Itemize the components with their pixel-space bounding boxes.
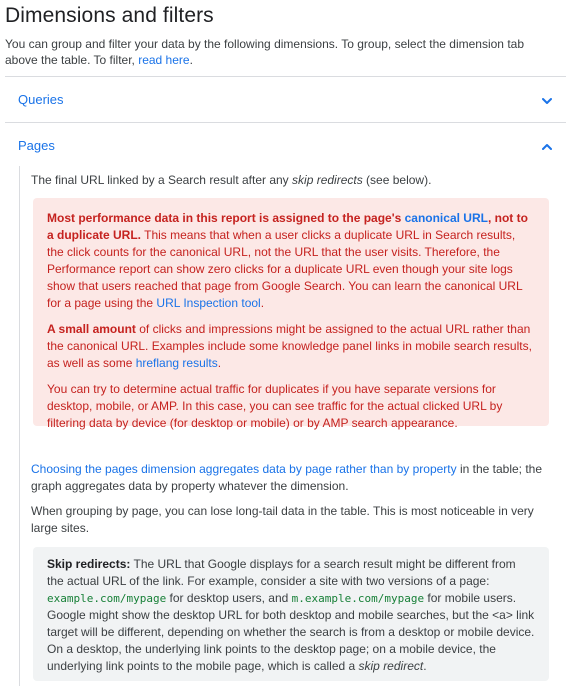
chevron-down-icon bbox=[542, 96, 552, 106]
canonical-url-link[interactable]: canonical URL bbox=[404, 211, 488, 225]
code-mobile-url: m.example.com/mypage bbox=[291, 592, 425, 605]
warning-2-bold: A small amount bbox=[47, 322, 136, 336]
long-tail-paragraph: When grouping by page, you can lose long-tail data in the table. This is most noticeable in very large sites. bbox=[31, 504, 534, 535]
pages-dimension-aggregation-link[interactable]: Choosing the pages dimension aggregates data by page rather than by property bbox=[31, 462, 457, 476]
warning-1-text: This means that when a user clicks a duplicate URL in Search results, the click counts for the canonical URL, not the URL that the user visits. Therefore, the Performance report can show zero clicks for a duplicate URL even though your site logs show that users reached that page from Google Search. You can learn the canonical URL for a page using the bbox=[47, 228, 523, 310]
accordion-queries-label: Queries bbox=[18, 92, 64, 107]
warning-paragraph-2 bbox=[47, 321, 535, 372]
chevron-up-icon bbox=[542, 142, 552, 152]
warning-paragraph-1 bbox=[47, 210, 535, 312]
aggregation-paragraph bbox=[31, 461, 551, 495]
note-end: . bbox=[423, 659, 427, 673]
page-title: Dimensions and filters bbox=[5, 4, 214, 27]
aggregation-text: in the table; the graph aggregates data by property whatever the dimension. bbox=[31, 462, 543, 493]
note-text-2: for desktop users, and bbox=[166, 591, 292, 605]
warning-1-bold-a: Most performance data in this report is assigned to the page's bbox=[47, 211, 405, 225]
pages-description bbox=[31, 172, 551, 189]
pages-description-text: The final URL linked by a Search result after any bbox=[31, 173, 293, 187]
read-here-link[interactable]: read here bbox=[138, 53, 190, 67]
warning-2-text: of clicks and impressions might be assigned to the actual URL rather than the canonical URL. Examples include some knowledge panel links in mobile search results, as well as some bbox=[47, 322, 532, 370]
accordion-pages-header[interactable] bbox=[5, 124, 566, 168]
warning-1-bold-b: , not to a duplicate URL. bbox=[47, 211, 528, 242]
url-inspection-tool-link[interactable]: URL Inspection tool bbox=[156, 296, 261, 310]
intro-paragraph bbox=[5, 36, 553, 68]
skip-redirects-bold: Skip redirects: bbox=[47, 557, 131, 571]
warning-2-end: . bbox=[217, 356, 222, 370]
accordion-pages-label: Pages bbox=[18, 138, 55, 153]
skip-redirects-note bbox=[33, 547, 549, 681]
intro-end: . bbox=[189, 53, 193, 67]
pages-description-end: (see below). bbox=[362, 173, 432, 187]
divider-queries bbox=[5, 122, 566, 123]
code-desktop-url: example.com/mypage bbox=[47, 592, 167, 605]
hreflang-results-link[interactable]: hreflang results bbox=[135, 356, 218, 370]
note-text-3: for mobile users. Google might show the desktop URL for both desktop and mobile searches, but the <a> link target will be different, depending on whether the search is from a desktop or mobile device. On a desktop, the underlying link points to the desktop page; on a mobile device, the underlying link points to the mobile page, which is called a bbox=[47, 591, 535, 673]
pages-description-em: skip redirects bbox=[292, 173, 363, 187]
warning-box bbox=[33, 198, 549, 430]
accordion-pages-content-rail bbox=[19, 166, 20, 686]
skip-redirect-em: skip redirect bbox=[358, 659, 424, 673]
note-text-1: The URL that Google displays for a search result might be different from the actual URL of the link. For example, consider a site with two versions of a page: bbox=[47, 557, 516, 588]
accordion-queries-header[interactable] bbox=[5, 78, 566, 122]
warning-paragraph-3: You can try to determine actual traffic for duplicates if you have separate versions for desktop, mobile, or AMP. In this case, you can see traffic for the actual clicked URL by filtering data by device (for desktop or mobile) or by AMP search appearance. bbox=[47, 382, 503, 430]
divider-top bbox=[5, 76, 566, 77]
warning-1-end: . bbox=[260, 296, 265, 310]
intro-text: You can group and filter your data by the following dimensions. To group, select the dimension tab above the table. To filter, bbox=[5, 37, 524, 67]
